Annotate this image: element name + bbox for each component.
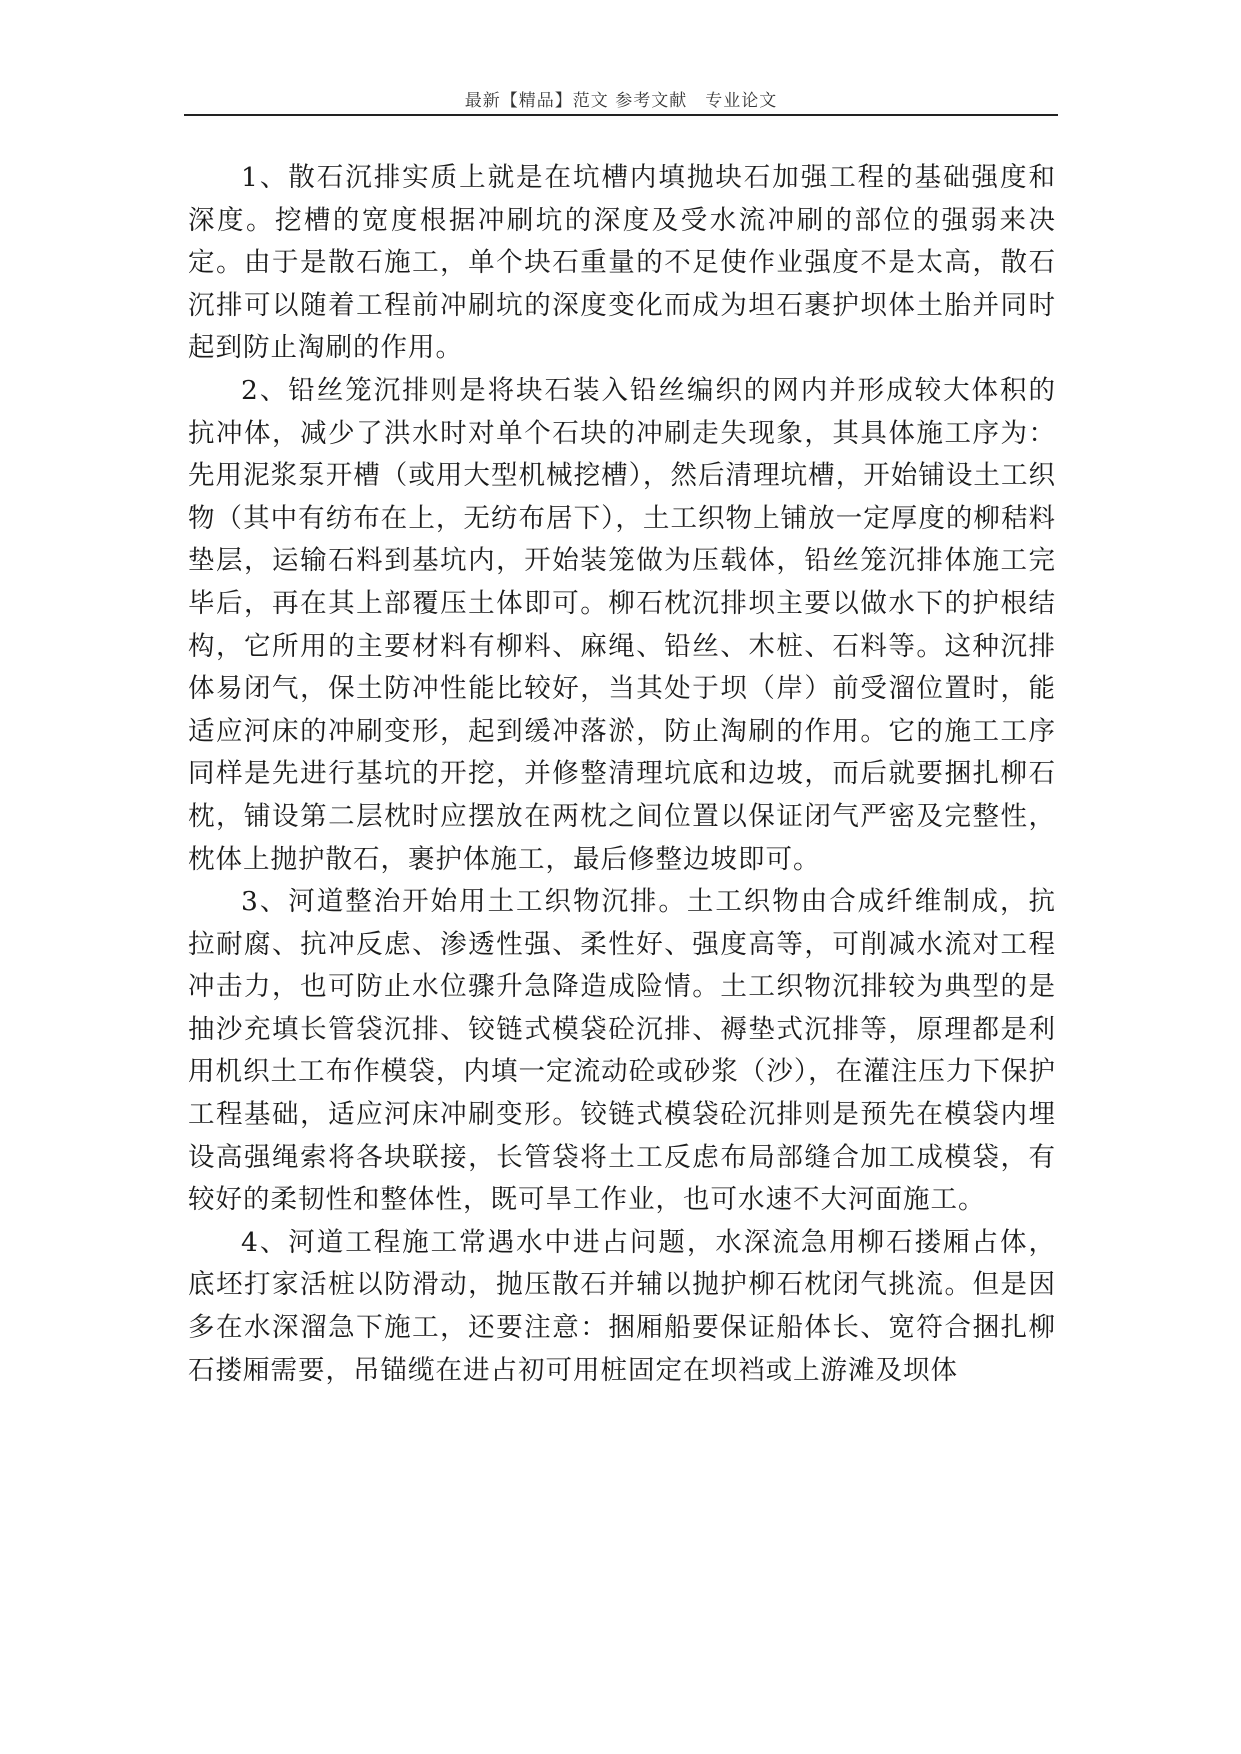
page-header: 最新【精品】范文 参考文献 专业论文 [464, 91, 778, 111]
paragraph-2: 2、铅丝笼沉排则是将块石装入铅丝编织的网内并形成较大体积的抗冲体，减少了洪水时对单个石块的冲刷走失现象，其具体施工序为：先用泥浆泵开槽（或用大型机械挖槽），然后清理坑槽，开始铺设土工织物（其中有纺布在上，无纺布居下），土工织物上铺放一定厚度的柳秸料垫层，运输石料到基坑内，开始装笼做为压载体，铅丝笼沉排体施工完毕后，再在其上部覆压土体即可。柳石枕沉排坝主要以做水下的护根结构，它所用的主要材料有柳料、麻绳、铅丝、木桩、石料等。这种沉排体易闭气，保土防冲性能比较好，当其处于坝（岸）前受溜位置时，能适应河床的冲刷变形，起到缓冲落淤，防止淘刷的作用。它的施工工序同样是先进行基坑的开挖，并修整清理坑底和边坡，而后就要捆扎柳石枕，铺设第二层枕时应摆放在两枕之间位置以保证闭气严密及完整性，枕体上抛护散石，裹护体施工，最后修整边坡即可。 [188, 374, 1056, 875]
header-divider [184, 114, 1058, 116]
paragraph-4: 4、河道工程施工常遇水中进占问题，水深流急用柳石搂厢占体，底坯打家活桩以防滑动，抛压散石并辅以抛护柳石枕闭气挑流。但是因多在水深溜急下施工，还要注意：捆厢船要保证船体长、宽符合捆扎柳石搂厢需要，吊锚缆在进占初可用桩固定在坝裆或上游滩及坝体 [188, 1226, 1056, 1386]
document-body [188, 157, 1056, 1392]
paragraph-3: 3、河道整治开始用土工织物沉排。土工织物由合成纤维制成，抗拉耐腐、抗冲反虑、渗透性强、柔性好、强度高等，可削减水流对工程冲击力，也可防止水位骤升急降造成险情。土工织物沉排较为典型的是抽沙充填长管袋沉排、铰链式模袋砼沉排、褥垫式沉排等，原理都是利用机织土工布作模袋，内填一定流动砼或砂浆（沙），在灌注压力下保护工程基础，适应河床冲刷变形。铰链式模袋砼沉排则是预先在模袋内埋设高强绳索将各块联接，长管袋将土工反虑布局部缝合加工成模袋，有较好的柔韧性和整体性，既可旱工作业，也可水速不大河面施工。 [188, 886, 1056, 1216]
paragraph-1: 1、散石沉排实质上就是在坑槽内填抛块石加强工程的基础强度和深度。挖槽的宽度根据冲刷坑的深度及受水流冲刷的部位的强弱来决定。由于是散石施工，单个块石重量的不足使作业强度不是太高，散石沉排可以随着工程前冲刷坑的深度变化而成为坦石裹护坝体土胎并同时起到防止淘刷的作用。 [188, 162, 1056, 364]
